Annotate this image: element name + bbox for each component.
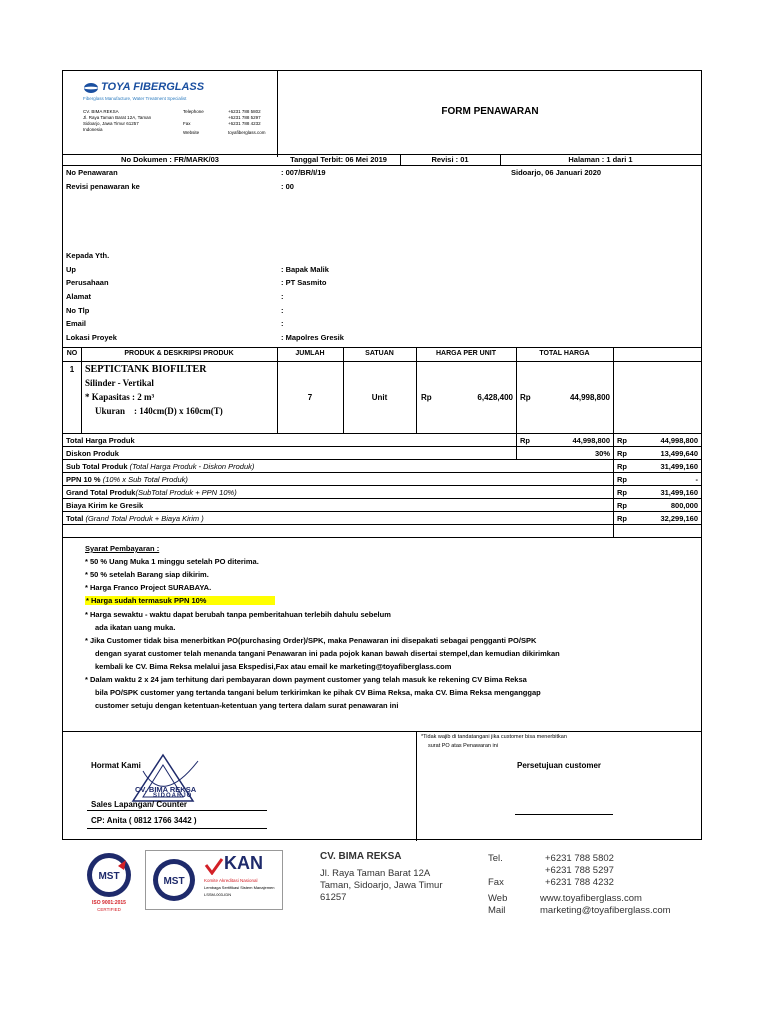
subtotal-rp: Rp: [617, 462, 627, 471]
place-date: Sidoarjo, 06 Januari 2020: [511, 168, 602, 177]
footer-fax: +6231 788 4232: [545, 877, 614, 888]
term-line: kembali ke CV. Bima Reksa melalui jasa Ekspedisi,Fax atau email ke marketing@toyafiberglass.com: [95, 662, 452, 671]
doc-number: No Dokumen : FR/MARK/03: [121, 155, 219, 164]
footer-mail-label: Mail: [488, 905, 506, 916]
footer-company: CV. BIMA REKSA: [320, 851, 402, 862]
company-address-3: Indonesia: [83, 127, 103, 132]
kan-badge: [145, 850, 283, 910]
up-label: Up: [66, 265, 76, 274]
col-total: TOTAL HARGA: [539, 350, 590, 357]
total-harga-rp: Rp: [520, 436, 530, 445]
footer-tel-2: +6231 788 5297: [545, 865, 614, 876]
lokasi-label: Lokasi Proyek: [66, 333, 117, 342]
diskon-rp: Rp: [617, 449, 627, 458]
term-line: * 50 % Uang Muka 1 minggu setelah PO diterima.: [85, 557, 259, 566]
footer-tel-1: +6231 788 5802: [545, 853, 614, 864]
item-rp1: Rp: [421, 393, 432, 402]
footer-web-label: Web: [488, 893, 508, 904]
footer-web[interactable]: www.toyafiberglass.com: [540, 893, 642, 904]
lokasi-value: : Mapolres Gresik: [281, 333, 344, 342]
doc-issue-date: Tanggal Terbit: 06 Mei 2019: [290, 155, 387, 164]
total-value: 32,299,160: [660, 514, 698, 523]
alamat-value: :: [281, 292, 284, 301]
subtotal-row: [66, 462, 254, 471]
company-address-1: Jl. Raya Taman Barat 12A, Taman: [83, 115, 152, 120]
mst-circle-icon: [148, 855, 200, 905]
kan-sub2: Lembaga Sertifikasi Sistem Manajemen: [204, 885, 275, 890]
footer-fax-label: Fax: [488, 877, 504, 888]
grand-label: Grand Total Produk: [66, 488, 136, 497]
subtotal-note: (Total Harga Produk - Diskon Produk): [129, 462, 255, 471]
iso-shield-icon: [80, 850, 138, 900]
doc-revision: Revisi : 01: [431, 155, 469, 164]
email-label: Email: [66, 319, 87, 328]
col-harga: HARGA PER UNIT: [435, 350, 497, 357]
svg-text:MST: MST: [163, 876, 185, 887]
signature-note-2: surat PO atas Penawaran ini: [428, 743, 499, 749]
item-jumlah: 7: [307, 393, 313, 402]
term-line: * Dalam waktu 2 x 24 jam terhitung dari pembayaran down payment customer yang telah masuk ke rekening CV Bima Reksa: [85, 675, 527, 684]
biaya-label: Biaya Kirim ke Gresik: [66, 501, 144, 510]
brand-name: TOYA FIBERGLASS: [101, 81, 205, 93]
kepada-label: Kepada Yth.: [66, 251, 110, 260]
diskon-value: 13,499,640: [660, 449, 698, 458]
form-title: FORM PENAWARAN: [441, 106, 539, 117]
item-satuan: Unit: [371, 393, 388, 402]
fax-value: +6231 788 4232: [228, 121, 261, 126]
signature-note-1: *Tidak wajib di tandatangani jika customer bisa menerbitkan: [421, 734, 567, 740]
alamat-label: Alamat: [66, 292, 92, 301]
item-line1: Silinder - Vertikal: [85, 378, 154, 388]
doc-page: Halaman : 1 dari 1: [568, 155, 633, 164]
item-title: SEPTICTANK BIOFILTER: [85, 364, 207, 375]
stamp-line2: SIDOARJO: [153, 793, 193, 799]
total-harga-rp2: Rp: [617, 436, 627, 445]
subtotal-label: Sub Total Produk: [66, 462, 128, 471]
revisi-value: : 00: [281, 182, 294, 191]
contact-person: CP: Anita ( 0812 1766 3442 ): [91, 816, 197, 825]
stamp-line1: CV. BIMA REKSA: [135, 785, 197, 794]
email-value: :: [281, 319, 284, 328]
company-logo: [77, 80, 277, 110]
footer-address-3: 61257: [320, 892, 347, 903]
telephone-label: Telephone: [183, 109, 204, 114]
brand-tagline: Fiberglass Manufacture, Water Treatment Specialist: [83, 96, 187, 101]
col-produk: PRODUK & DESKRIPSI PRODUK: [124, 350, 234, 357]
col-satuan: SATUAN: [365, 350, 394, 357]
telephone-2: +6231 788 5297: [228, 115, 261, 120]
grand-note: (SubTotal Produk + PPN 10%): [135, 488, 237, 497]
diskon-label: Diskon Produk: [66, 449, 119, 458]
term-line-highlighted: * Harga sudah termasuk PPN 10%: [85, 596, 275, 605]
svg-text:MST: MST: [98, 871, 120, 882]
ppn-rp: Rp: [617, 475, 627, 484]
up-value: : Bapak Malik: [281, 265, 329, 274]
biaya-rp: Rp: [617, 501, 627, 510]
grand-rp: Rp: [617, 488, 627, 497]
footer-address-1: Jl. Raya Taman Barat 12A: [320, 868, 431, 879]
grand-row: [66, 488, 237, 497]
grand-value: 31,499,160: [660, 488, 698, 497]
total-label: Total: [66, 514, 84, 523]
no-penawaran-label: No Penawaran: [66, 168, 118, 177]
fax-label: Fax: [183, 121, 191, 126]
telephone-1: +6231 788 5802: [228, 109, 261, 114]
website-value: toyafiberglass.com: [228, 130, 266, 135]
total-note: (Grand Total Produk + Biaya Kirim ): [85, 514, 204, 523]
term-line: * Harga sewaktu - waktu dapat berubah tanpa pemberitahuan terlebih dahulu sebelum: [85, 610, 391, 619]
diskon-pct: 30%: [594, 449, 610, 458]
toya-logo-icon: [83, 82, 99, 94]
ppn-note: (10% x Sub Total Produk): [102, 475, 188, 484]
item-no: 1: [69, 365, 75, 374]
ppn-row: [66, 475, 188, 484]
form-sheet: [62, 70, 702, 840]
term-line: dengan syarat customer telah menanda tangani Penawaran ini pada pojok kanan bawah disertai stempel,dan kemudian dikirimkan: [95, 649, 560, 658]
total-harga-value: 44,998,800: [572, 436, 610, 445]
terms-heading: Syarat Pembayaran :: [85, 544, 160, 553]
total-harga-value2: 44,998,800: [660, 436, 698, 445]
ppn-label: PPN 10 %: [66, 475, 101, 484]
no-penawaran-value: : 007/BR/I/19: [281, 168, 326, 177]
company-name-small: CV. BIMA REKSA: [83, 109, 119, 114]
ppn-value: -: [695, 475, 698, 484]
term-line: * 50 % setelah Barang siap dikirim.: [85, 570, 209, 579]
term-line: customer setuju dengan ketentuan-ketentuan yang tertera dalam surat penawaran ini: [95, 701, 399, 710]
certified-text: CERTIFIED: [97, 907, 121, 912]
iso-text: ISO 9001:2015: [92, 900, 126, 906]
footer-tel-label: Tel.: [488, 853, 503, 864]
sales-role: Sales Lapangan/ Counter: [91, 800, 188, 809]
total-rp: Rp: [617, 514, 627, 523]
perusahaan-label: Perusahaan: [66, 278, 109, 287]
footer-mail[interactable]: marketing@toyafiberglass.com: [540, 905, 671, 916]
company-address-2: Sidoarjo, Jawa Timur 61257: [83, 121, 139, 126]
notlp-value: :: [281, 306, 284, 315]
term-line: ada ikatan uang muka.: [95, 623, 176, 632]
hormat-kami: Hormat Kami: [91, 761, 141, 770]
website-label: Website: [183, 130, 200, 135]
notlp-label: No Tlp: [66, 306, 90, 315]
term-line: * Harga Franco Project SURABAYA.: [85, 583, 212, 592]
col-jumlah: JUMLAH: [295, 350, 325, 357]
item-rp2: Rp: [520, 393, 531, 402]
total-harga-label: Total Harga Produk: [66, 436, 135, 445]
item-line2: * Kapasitas : 2 m³: [85, 392, 155, 402]
item-line3: Ukuran : 140cm(D) x 160cm(T): [95, 406, 223, 416]
biaya-value: 800,000: [670, 501, 698, 510]
kan-check-icon: [204, 857, 224, 875]
total-row: [66, 514, 204, 523]
perusahaan-value: : PT Sasmito: [281, 278, 327, 287]
revisi-label: Revisi penawaran ke: [66, 182, 140, 191]
subtotal-value: 31,499,160: [660, 462, 698, 471]
iso-badge: [80, 850, 138, 916]
footer-address-2: Taman, Sidoarjo, Jawa Timur: [320, 880, 443, 891]
kan-text: KAN: [224, 853, 263, 873]
kan-sub1: Komite Akreditasi Nasional: [204, 878, 258, 883]
item-total: 44,998,800: [569, 393, 610, 402]
col-no: NO: [66, 350, 78, 357]
item-harga: 6,428,400: [477, 393, 513, 402]
term-line: * Jika Customer tidak bisa menerbitkan PO(purchasing Order)/SPK, maka Penawaran ini disepakati sebagai pengganti PO/SPK: [85, 636, 537, 645]
persetujuan-label: Persetujuan customer: [517, 761, 602, 770]
term-line: bila PO/SPK customer yang tertanda tangani belum terkirimkan ke pihak CV Bima Reksa, maka CV. Bima Reksa menganggap: [95, 688, 541, 697]
kan-sub3: LSSM-003-IDN: [204, 892, 232, 897]
